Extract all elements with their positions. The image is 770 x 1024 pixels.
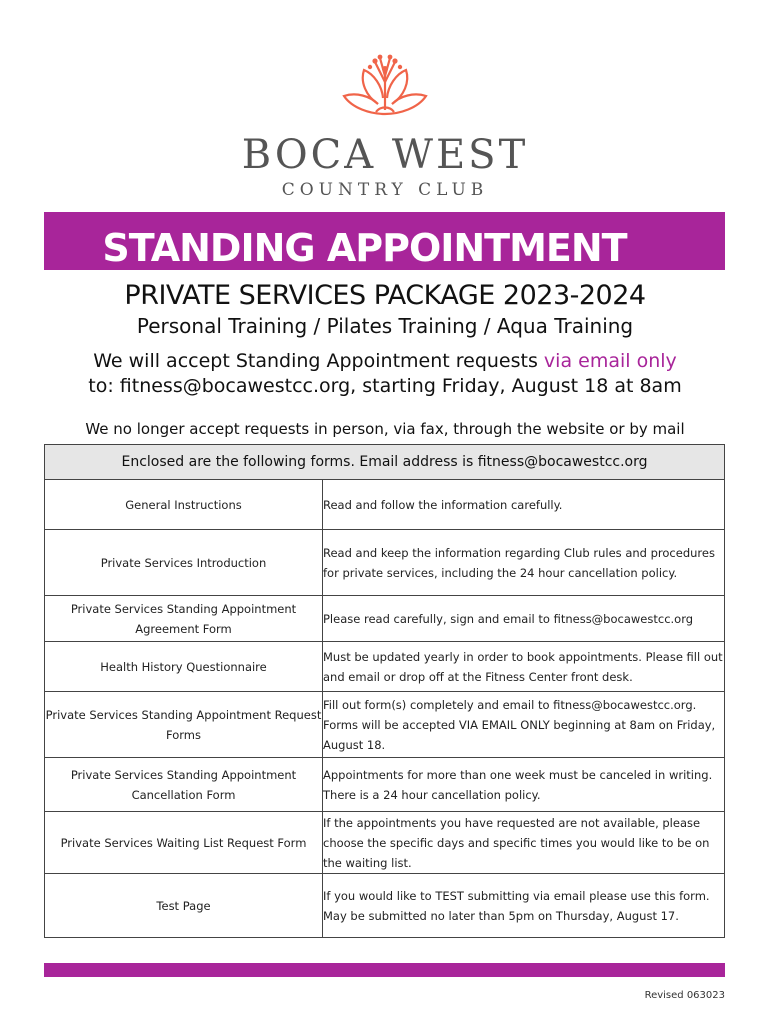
form-description: Fill out form(s) completely and email to fitness@bocawestcc.org. Forms will be accepted VIA EMAIL ONLY beginning at 8am on Friday, August 18. xyxy=(323,692,725,758)
hibiscus-flower-icon xyxy=(330,52,440,122)
form-name: Private Services Introduction xyxy=(45,530,323,596)
form-description: Appointments for more than one week must be canceled in writing. There is a 24 hour cancellation policy. xyxy=(323,758,725,812)
form-description: Please read carefully, sign and email to fitness@bocawestcc.org xyxy=(323,596,725,642)
accept-prefix: We will accept Standing Appointment requests xyxy=(93,350,544,372)
form-description: If the appointments you have requested are not available, please choose the specific days and specific times you would like to be on the waiting list. xyxy=(323,812,725,874)
package-title: PRIVATE SERVICES PACKAGE 2023-2024 xyxy=(124,280,646,311)
table-row xyxy=(45,596,725,642)
table-row xyxy=(45,692,725,758)
forms-table xyxy=(44,444,725,938)
table-row xyxy=(45,642,725,692)
form-name: Private Services Standing Appointment Cancellation Form xyxy=(45,758,323,812)
accept-email-line: to: fitness@bocawestcc.org, starting Friday, August 18 at 8am xyxy=(88,375,682,397)
form-description: Read and follow the information carefully. xyxy=(323,480,725,530)
form-name: Private Services Standing Appointment Agreement Form xyxy=(45,596,323,642)
table-row xyxy=(45,480,725,530)
form-description: Must be updated yearly in order to book appointments. Please fill out and email or drop off at the Fitness Center front desk. xyxy=(323,642,725,692)
email-only-highlight: via email only xyxy=(543,350,677,372)
form-name: Private Services Standing Appointment Request Forms xyxy=(45,692,323,758)
title-banner xyxy=(44,212,725,270)
table-row xyxy=(45,874,725,938)
accept-notice xyxy=(0,350,770,372)
forms-table-header: Enclosed are the following forms. Email address is fitness@bocawestcc.org xyxy=(45,445,725,480)
table-row xyxy=(45,530,725,596)
form-name: Private Services Waiting List Request Form xyxy=(45,812,323,874)
table-row xyxy=(45,812,725,874)
form-description: Read and keep the information regarding Club rules and procedures for private services, including the 24 hour cancellation policy. xyxy=(323,530,725,596)
brand-subtitle: COUNTRY CLUB xyxy=(281,180,489,200)
revised-date: Revised 063023 xyxy=(644,990,725,1001)
banner-title: STANDING APPOINTMENT xyxy=(102,226,627,270)
footer-bar xyxy=(44,963,725,977)
table-row xyxy=(45,758,725,812)
form-name: General Instructions xyxy=(45,480,323,530)
form-description: If you would like to TEST submitting via email please use this form. May be submitted no later than 5pm on Thursday, August 17. xyxy=(323,874,725,938)
training-types: Personal Training / Pilates Training / Aqua Training xyxy=(136,314,634,338)
form-name: Test Page xyxy=(45,874,323,938)
form-name: Health History Questionnaire xyxy=(45,642,323,692)
brand-name: BOCA WEST xyxy=(241,132,529,178)
forms-table-header-row xyxy=(45,445,725,480)
club-logo xyxy=(0,52,770,200)
no-longer-notice: We no longer accept requests in person, via fax, through the website or by mail xyxy=(85,420,685,438)
